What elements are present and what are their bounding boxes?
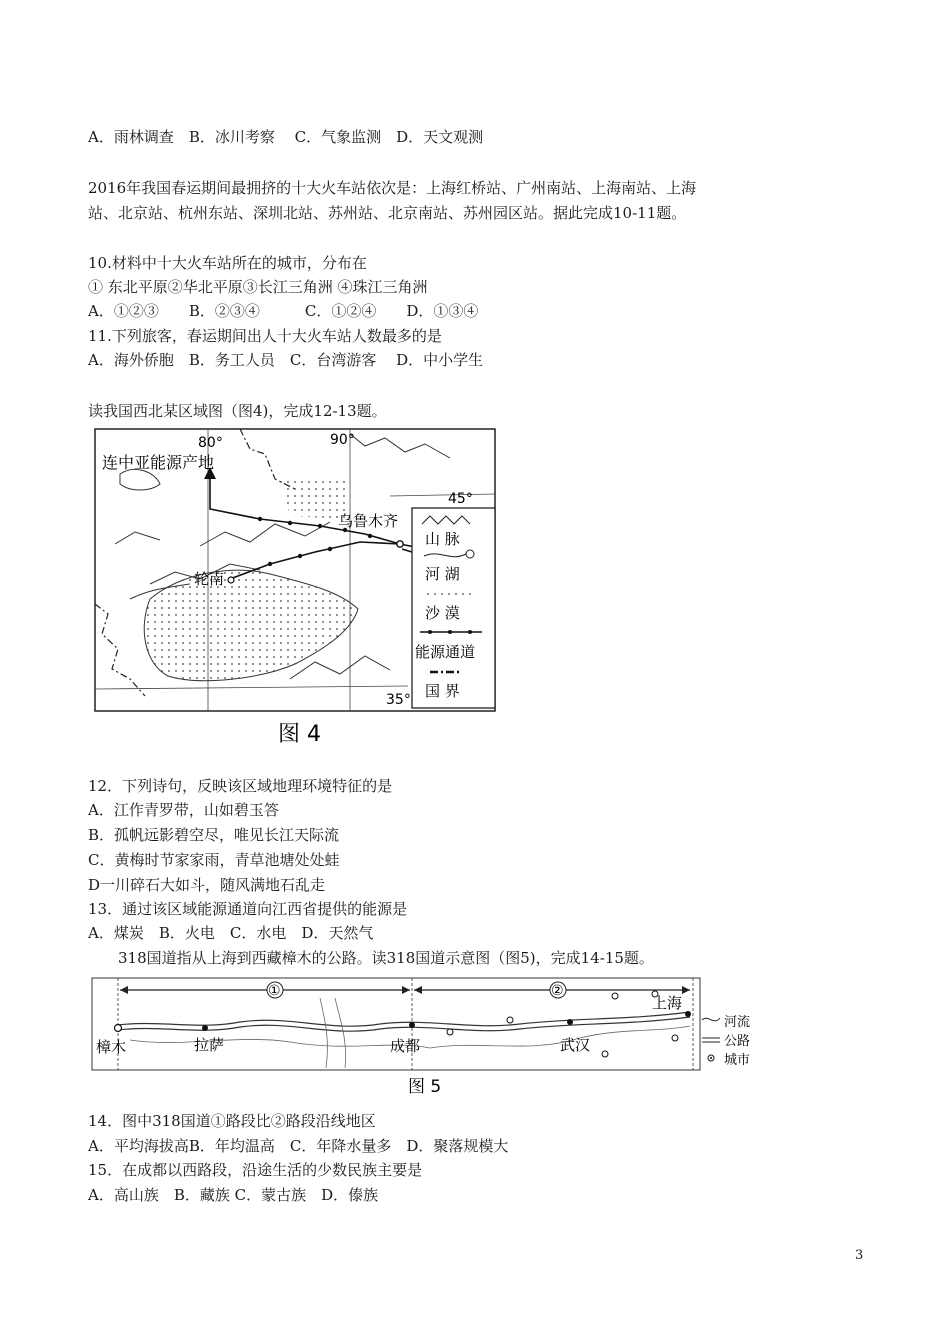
figure-5-map bbox=[90, 970, 760, 1100]
legend-mountain: 山 脉 bbox=[425, 530, 460, 548]
label-urumqi: 乌鲁木齐 bbox=[338, 512, 399, 530]
q14-options: A．平均海拔高B．年均温高 C．年降水量多 D．聚落规模大 bbox=[88, 1137, 509, 1155]
legend-road: 公路 bbox=[724, 1034, 751, 1049]
legend-river-lake: 河 湖 bbox=[425, 565, 460, 583]
q12-option-b: B．孤帆远影碧空尽，唯见长江天际流 bbox=[88, 826, 340, 844]
q13-stem: 13．通过该区域能源通道向江西省提供的能源是 bbox=[88, 900, 408, 918]
q13-options: A．煤炭 B．火电 C．水电 D．天然气 bbox=[88, 924, 374, 942]
label-80: 80° bbox=[198, 435, 223, 451]
q12-option-a: A．江作青罗带，山如碧玉答 bbox=[88, 801, 279, 819]
label-35: 35° bbox=[386, 692, 411, 708]
q11-options: A．海外侨胞 B．务工人员 C．台湾游客 D．中小学生 bbox=[88, 351, 484, 369]
q15-stem: 15．在成都以西路段，沿途生活的少数民族主要是 bbox=[88, 1161, 423, 1179]
legend-energy-channel: 能源通道 bbox=[415, 643, 476, 661]
q10-stem: 10.材料中十大火车站所在的城市，分布在 bbox=[88, 254, 367, 272]
q12-option-d: D一川碎石大如斗，随风满地石乱走 bbox=[88, 876, 326, 894]
material-text-line1: 2016年我国春运期间最拥挤的十大火车站依次是：上海红桥站、广州南站、上海南站、上海 bbox=[88, 179, 697, 197]
legend-city: 城市 bbox=[724, 1053, 751, 1068]
shanghai-marker bbox=[685, 1011, 691, 1017]
city-shanghai: 上海 bbox=[652, 994, 683, 1012]
segment-2-label: ② bbox=[551, 983, 564, 999]
q11-stem: 11.下列旅客，春运期间出人十大火车站人数最多的是 bbox=[88, 327, 442, 345]
city-chengdu: 成都 bbox=[390, 1037, 421, 1055]
city-zhangmu: 樟木 bbox=[96, 1038, 127, 1056]
fig5-intro: 318国道指从上海到西藏樟木的公路。读318国道示意图（图5)，完成14-15题。 bbox=[118, 949, 654, 967]
material-text-line2: 站、北京站、杭州东站、深圳北站、苏州站、北京南站、苏州园区站。据此完成10-11题。 bbox=[88, 204, 687, 222]
label-45: 45° bbox=[448, 491, 473, 507]
fig5-caption: 图 5 bbox=[408, 1077, 442, 1097]
q10-items: ① 东北平原②华北平原③长江三角洲 ④珠江三角洲 bbox=[88, 278, 428, 296]
fig4-intro: 读我国西北某区域图（图4)，完成12-13题。 bbox=[88, 402, 387, 420]
q12-option-c: C．黄梅时节家家雨，青草池塘处处蛙 bbox=[88, 851, 340, 869]
zhangmu-marker bbox=[115, 1025, 122, 1032]
city-wuhan: 武汉 bbox=[560, 1036, 591, 1054]
wuhan-marker bbox=[567, 1019, 573, 1025]
label-lunnan: 轮南 bbox=[194, 570, 225, 588]
legend-river: 河流 bbox=[724, 1015, 751, 1030]
legend-river-symbol bbox=[702, 1018, 720, 1021]
label-90: 90° bbox=[330, 432, 355, 448]
city-lasa: 拉萨 bbox=[194, 1036, 225, 1054]
chengdu-marker bbox=[409, 1022, 415, 1028]
lunnan-marker bbox=[228, 577, 234, 583]
legend-border: 国 界 bbox=[425, 682, 460, 700]
urumqi-marker bbox=[397, 541, 403, 547]
segment-1-label: ① bbox=[268, 983, 281, 999]
figure-4-map bbox=[90, 424, 510, 754]
label-central-asia: 连中亚能源产地 bbox=[102, 453, 215, 472]
legend-desert-symbol bbox=[424, 590, 474, 598]
q9-options: A．雨林调查 B．冰川考察 C．气象监测 D．天文观测 bbox=[88, 128, 484, 146]
q12-stem: 12．下列诗句，反映该区域地理环境特征的是 bbox=[88, 777, 393, 795]
fig4-caption: 图 4 bbox=[278, 722, 321, 747]
lasa-marker bbox=[202, 1025, 208, 1031]
q10-options: A．①②③ B．②③④ C．①②④ D．①③④ bbox=[88, 302, 479, 320]
page-number: 3 bbox=[855, 1248, 864, 1263]
q14-stem: 14．图中318国道①路段比②路段沿线地区 bbox=[88, 1112, 376, 1130]
map5-frame bbox=[92, 978, 700, 1070]
legend-desert: 沙 漠 bbox=[425, 604, 460, 622]
q15-options: A．高山族 B．藏族 C．蒙古族 D．傣族 bbox=[88, 1186, 379, 1204]
